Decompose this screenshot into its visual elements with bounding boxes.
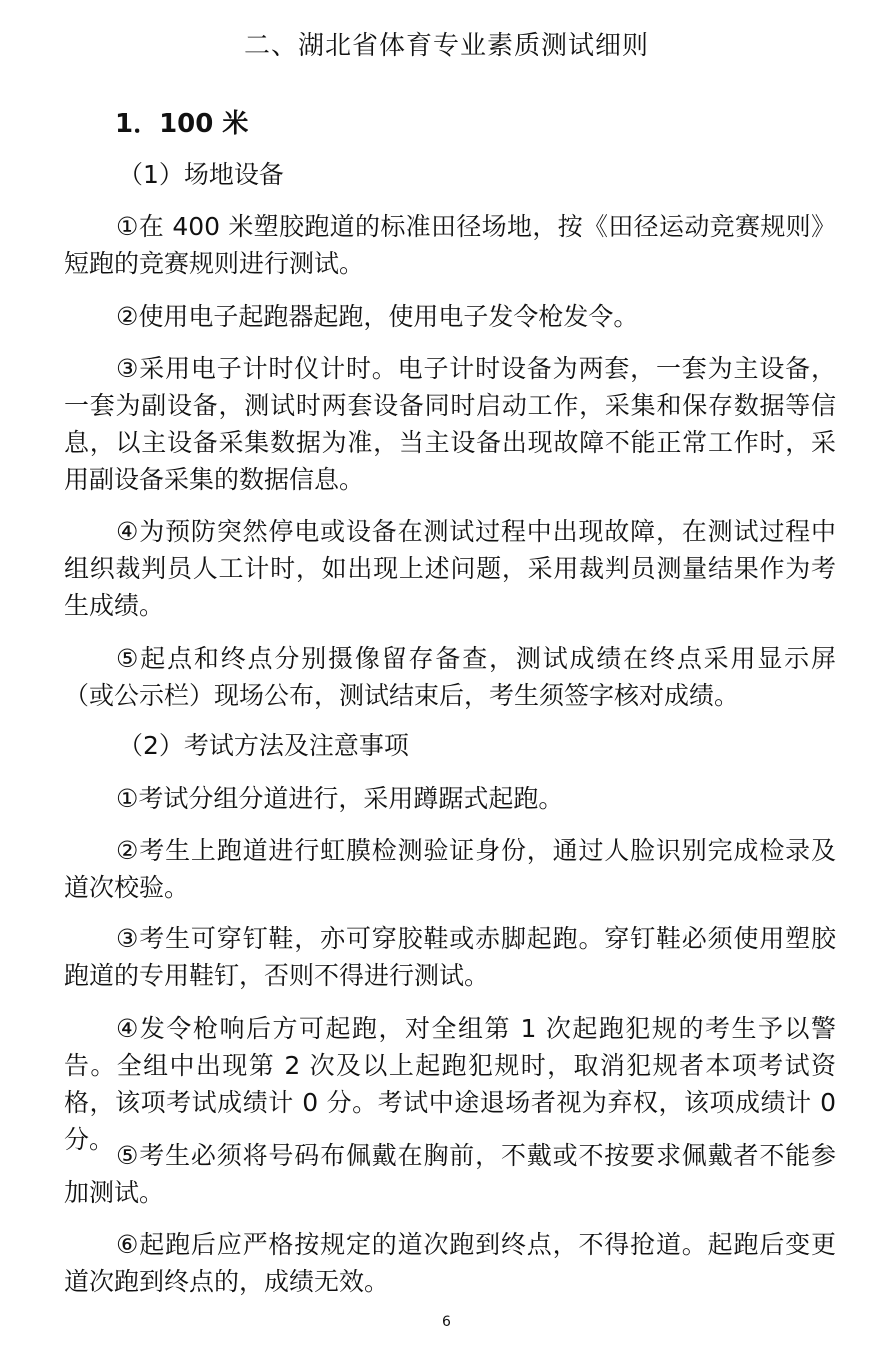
paragraph-method-item-3: ③考生可穿钉鞋，亦可穿胶鞋或赤脚起跑。穿钉鞋必须使用塑胶跑道的专用鞋钉，否则不得进行测试。 <box>64 924 836 990</box>
paragraph-venue-item-2: ②使用电子起跑器起跑，使用电子发令枪发令。 <box>116 302 639 331</box>
document-title: 二、湖北省体育专业素质测试细则 <box>243 31 649 61</box>
subsection-heading-exam-method: （2）考试方法及注意事项 <box>118 731 409 760</box>
paragraph-venue-item-1: ①在 400 米塑胶跑道的标准田径场地，按《田径运动竞赛规则》短跑的竞赛规则进行测试。 <box>64 212 836 278</box>
paragraph-method-item-6: ⑥起跑后应严格按规定的道次跑到终点，不得抢道。起跑后变更道次跑到终点的，成绩无效。 <box>64 1230 836 1296</box>
paragraph-method-item-2: ②考生上跑道进行虹膜检测验证身份，通过人脸识别完成检录及道次校验。 <box>64 836 836 902</box>
paragraph-venue-item-3: ③采用电子计时仪计时。电子计时设备为两套，一套为主设备，一套为副设备，测试时两套设备同时启动工作，采集和保存数据等信息，以主设备采集数据为准，当主设备出现故障不能正常工作时，采用副设备采集的数据信息。 <box>64 354 836 494</box>
paragraph-method-item-5: ⑤考生必须将号码布佩戴在胸前，不戴或不按要求佩戴者不能参加测试。 <box>64 1141 836 1207</box>
subsection-heading-venue-equipment: （1）场地设备 <box>118 160 284 189</box>
paragraph-method-item-4: ④发令枪响后方可起跑，对全组第 1 次起跑犯规的考生予以警告。全组中出现第 2 次及以上起跑犯规时，取消犯规者本项考试资格，该项考试成绩计 0 分。考试中途退场者视为弃权，该项成绩计 0 分。 <box>64 1014 836 1154</box>
page-number: 6 <box>442 1314 451 1330</box>
section-heading: 1．100 米 <box>115 109 249 139</box>
paragraph-method-item-1: ①考试分组分道进行，采用蹲踞式起跑。 <box>116 784 564 813</box>
paragraph-venue-item-4: ④为预防突然停电或设备在测试过程中出现故障，在测试过程中组织裁判员人工计时，如出现上述问题，采用裁判员测量结果作为考生成绩。 <box>64 517 836 620</box>
paragraph-venue-item-5: ⑤起点和终点分别摄像留存备查，测试成绩在终点采用显示屏（或公示栏）现场公布，测试结束后，考生须签字核对成绩。 <box>64 644 836 710</box>
